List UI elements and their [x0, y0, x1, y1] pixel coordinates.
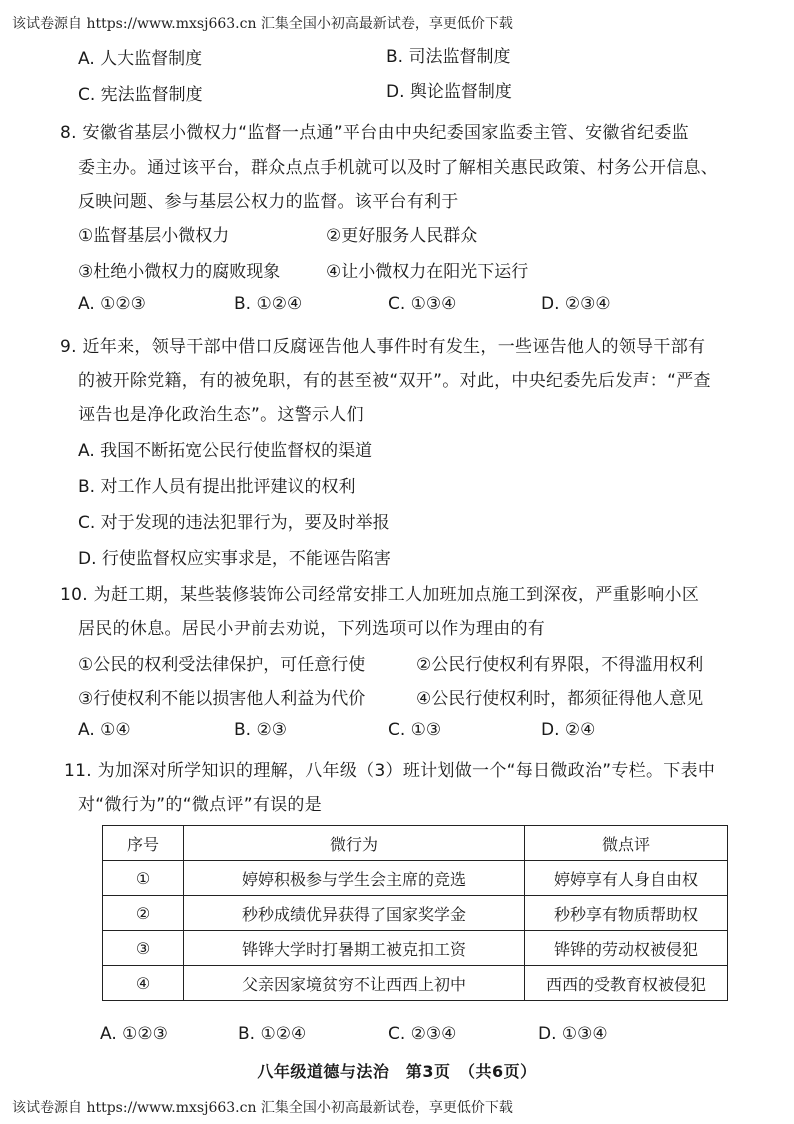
- q11-stem-line-2: 对“微行为”的“微点评”有误的是: [78, 795, 323, 815]
- q10-item-3: ③行使权利不能以损害他人利益为代价: [78, 689, 366, 709]
- row-comment: 铧铧的劳动权被侵犯: [525, 931, 728, 966]
- q8-option-b: B. ①②④: [234, 294, 303, 314]
- q7-option-a: A. 人大监督制度: [78, 49, 203, 69]
- q10-option-c: C. ①③: [388, 720, 442, 740]
- q8-stem-line-2: 委主办。通过该平台，群众点点手机就可以及时了解相关惠民政策、村务公开信息、: [78, 158, 719, 178]
- q8-stem-line-1: 8. 安徽省基层小微权力“监督一点通”平台由中央纪委国家监委主管、安徽省纪委监: [60, 123, 689, 143]
- q8-option-a: A. ①②③: [78, 294, 146, 314]
- q11-option-a: A. ①②③: [100, 1024, 168, 1044]
- q8-item-2: ②更好服务人民群众: [326, 226, 478, 246]
- q10-stem-line-2: 居民的休息。居民小尹前去劝说，下列选项可以作为理由的有: [78, 619, 546, 639]
- q7-option-d: D. 舆论监督制度: [386, 82, 512, 102]
- row-behavior: 婷婷积极参与学生会主席的竞选: [184, 861, 525, 896]
- row-index: ①: [103, 861, 184, 896]
- table-header-row: [103, 826, 728, 861]
- q11-option-c: C. ②③④: [388, 1024, 457, 1044]
- row-behavior: 铧铧大学时打暑期工被克扣工资: [184, 931, 525, 966]
- row-behavior: 父亲因家境贫穷不让西西上初中: [184, 966, 525, 1001]
- q8-option-d: D. ②③④: [541, 294, 611, 314]
- q8-option-c: C. ①③④: [388, 294, 457, 314]
- q9-stem-line-3: 诬告也是净化政治生态”。这警示人们: [78, 405, 364, 425]
- q8-item-3: ③杜绝小微权力的腐败现象: [78, 262, 281, 282]
- q10-option-d: D. ②④: [541, 720, 596, 740]
- q8-item-4: ④让小微权力在阳光下运行: [326, 262, 529, 282]
- table-row: [103, 896, 728, 931]
- page-footer: 八年级道德与法治 第3页 （共6页）: [257, 1062, 537, 1081]
- q8-stem-line-3: 反映问题、参与基层公权力的监督。该平台有利于: [78, 192, 459, 212]
- row-comment: 西西的受教育权被侵犯: [525, 966, 728, 1001]
- q10-option-b: B. ②③: [234, 720, 287, 740]
- table-row: [103, 966, 728, 1001]
- q10-option-a: A. ①④: [78, 720, 131, 740]
- q9-stem-line-2: 的被开除党籍，有的被免职，有的甚至被“双开”。对此，中央纪委先后发声：“严查: [78, 371, 711, 391]
- q10-item-4: ④公民行使权利时，都须征得他人意见: [416, 689, 704, 709]
- q11-option-b: B. ①②④: [238, 1024, 307, 1044]
- row-comment: 秒秒享有物质帮助权: [525, 896, 728, 931]
- q9-option-d: D. 行使监督权应实事求是，不能诬告陷害: [78, 549, 391, 569]
- q7-option-c: C. 宪法监督制度: [78, 85, 203, 105]
- row-index: ③: [103, 931, 184, 966]
- table-row: [103, 931, 728, 966]
- q8-item-1: ①监督基层小微权力: [78, 226, 230, 246]
- source-watermark-top: 该试卷源自 https://www.mxsj663.cn 汇集全国小初高最新试卷，享更低价下载: [12, 16, 513, 32]
- row-index: ④: [103, 966, 184, 1001]
- table-row: [103, 861, 728, 896]
- header-index: 序号: [103, 826, 184, 861]
- q7-option-b: B. 司法监督制度: [386, 47, 511, 67]
- q9-option-c: C. 对于发现的违法犯罪行为，要及时举报: [78, 513, 390, 533]
- row-behavior: 秒秒成绩优异获得了国家奖学金: [184, 896, 525, 931]
- header-behavior: 微行为: [184, 826, 525, 861]
- q11-option-d: D. ①③④: [538, 1024, 608, 1044]
- source-watermark-bottom: 该试卷源自 https://www.mxsj663.cn 汇集全国小初高最新试卷，享更低价下载: [12, 1100, 513, 1116]
- q9-option-b: B. 对工作人员有提出批评建议的权利: [78, 477, 356, 497]
- q10-item-1: ①公民的权利受法律保护，可任意行使: [78, 655, 366, 675]
- row-comment: 婷婷享有人身自由权: [525, 861, 728, 896]
- header-comment: 微点评: [525, 826, 728, 861]
- row-index: ②: [103, 896, 184, 931]
- q10-stem-line-1: 10. 为赶工期，某些装修装饰公司经常安排工人加班加点施工到深夜，严重影响小区: [60, 585, 700, 605]
- q11-stem-line-1: 11. 为加深对所学知识的理解，八年级（3）班计划做一个“每日微政治”专栏。下表中: [64, 761, 716, 781]
- micro-behavior-table: [102, 825, 728, 1001]
- q9-option-a: A. 我国不断拓宽公民行使监督权的渠道: [78, 441, 373, 461]
- q10-item-2: ②公民行使权利有界限，不得滥用权利: [416, 655, 704, 675]
- q9-stem-line-1: 9. 近年来，领导干部中借口反腐诬告他人事件时有发生，一些诬告他人的领导干部有: [60, 337, 706, 357]
